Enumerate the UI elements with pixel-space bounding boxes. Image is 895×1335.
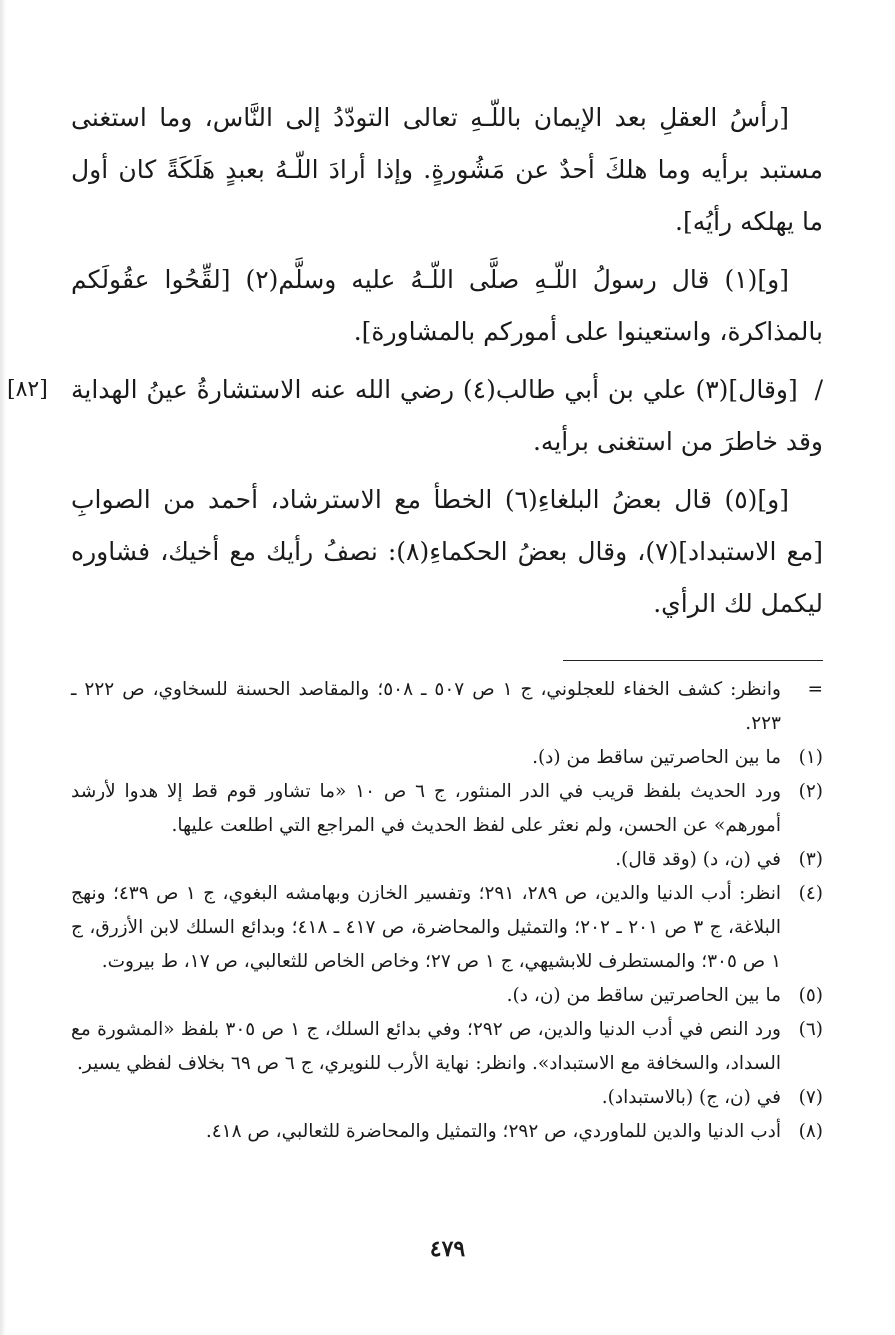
- body-paragraph-4: [71, 474, 823, 630]
- body-paragraph-1: [71, 92, 823, 248]
- footnote-text: ما بين الحاصرتين ساقط من (ن، د).: [506, 985, 781, 1006]
- page-content: [7, 92, 824, 1149]
- footnote-8: [71, 1115, 823, 1149]
- body-paragraph-2: [71, 254, 823, 358]
- page-number: ٤٧٩: [429, 1236, 466, 1262]
- page-break-slash: /: [814, 375, 823, 404]
- manuscript-folio-marker: [٨٢]: [7, 377, 48, 402]
- paragraph-text: [وقال](٣) علي بن أبي طالب(٤) رضي الله عنه الاستشارةُ عينُ الهداية وقد خاطرَ من استغنى برأيه.: [71, 375, 823, 456]
- footnote-marker: (١): [798, 747, 823, 768]
- scan-edge-shadow: [0, 0, 6, 1335]
- paragraph-text: [و](٥) قال بعضُ البلغاءِ(٦) الخطأ مع الاسترشاد، أحمد من الصوابِ [مع الاستبداد](٧)، وقال بعضُ الحكماءِ(٨): نصفُ رأيك مع أخيك، فشاوره ليكمل لك الرأي.: [71, 485, 824, 618]
- footnote-marker: (٨): [798, 1121, 823, 1142]
- footnote-marker: (٧): [798, 1087, 823, 1108]
- footnote-3: [71, 843, 823, 877]
- footnote-2: [71, 775, 823, 843]
- footnote-continuation: [71, 673, 823, 741]
- footnote-marker: (٢): [798, 781, 823, 802]
- footnote-7: [71, 1081, 823, 1115]
- footnotes: [71, 673, 823, 1149]
- footnote-text: في (ن، ج) (بالاستبداد).: [601, 1087, 781, 1108]
- paragraph-text: [و](١) قال رسولُ اللّـهِ صلَّى اللّـهُ عليه وسلَّم(٢) [لقِّحُوا عقُولَكم بالمذاكرة، واستعينوا على أموركم بالمشاورة].: [71, 265, 823, 346]
- footnote-1: [71, 741, 823, 775]
- footnote-marker: (٣): [798, 849, 823, 870]
- footnote-6: [71, 1013, 823, 1081]
- footnote-marker: (٤): [798, 883, 823, 904]
- footnote-marker: (٦): [798, 1019, 823, 1040]
- footnote-4: [71, 877, 823, 979]
- footnote-marker: (٥): [798, 985, 823, 1006]
- footnote-text: وانظر: كشف الخفاء للعجلوني، ج ١ ص ٥٠٧ ـ ٥٠٨؛ والمقاصد الحسنة للسخاوي، ص ٢٢٢ ـ ٢٢٣.: [71, 679, 781, 734]
- footnote-text: ورد الحديث بلفظ قريب في الدر المنثور، ج ٦ ص ١٠ «ما تشاور قوم قط إلا هدوا لأرشد أمورهم» عن الحسن، ولم نعثر على لفظ الحديث في المراجع التي اطلعت عليها.: [71, 781, 781, 836]
- footnote-marker: =: [807, 679, 823, 700]
- footnote-text: انظر: أدب الدنيا والدين، ص ٢٨٩، ٢٩١؛ وتفسير الخازن وبهامشه البغوي، ج ١ ص ٤٣٩؛ ونهج البلاغة، ج ٣ ص ٢٠١ ـ ٢٠٢؛ والتمثيل والمحاضرة، ص ٤١٧ ـ ٤١٨؛ وبدائع السلك لابن الأزرق، ج ١ ص ٣٠٥؛ والمستطرف للابشيهي، ج ١ ص ٢٧؛ وخاص الخاص للثعالبي، ص ١٧، ط بيروت.: [71, 883, 781, 972]
- footnote-separator: [563, 660, 823, 661]
- footnote-text: ورد النص في أدب الدنيا والدين، ص ٢٩٢؛ وفي بدائع السلك، ج ١ ص ٣٠٥ بلفظ «المشورة مع السداد، والسخافة مع الاستبداد». وانظر: نهاية الأرب للنويري، ج ٦ ص ٦٩ بخلاف لفظي يسير.: [71, 1019, 781, 1074]
- footnote-text: في (ن، د) (وقد قال).: [615, 849, 781, 870]
- paragraph-text: [رأسُ العقلِ بعد الإيمان باللّـهِ تعالى التودّدُ إلى النَّاس، وما استغنى مستبد برأيه وما هلكَ أحدٌ عن مَشُورةٍ. وإذا أرادَ اللّـهُ بعبدٍ هَلَكَةً كان أول ما يهلكه رأيُه].: [71, 103, 823, 236]
- footnote-text: ما بين الحاصرتين ساقط من (د).: [532, 747, 781, 768]
- body-paragraph-3: [7, 364, 823, 468]
- footnote-text: أدب الدنيا والدين للماوردي، ص ٢٩٢؛ والتمثيل والمحاضرة للثعالبي، ص ٤١٨.: [205, 1121, 781, 1142]
- footnote-5: [71, 979, 823, 1013]
